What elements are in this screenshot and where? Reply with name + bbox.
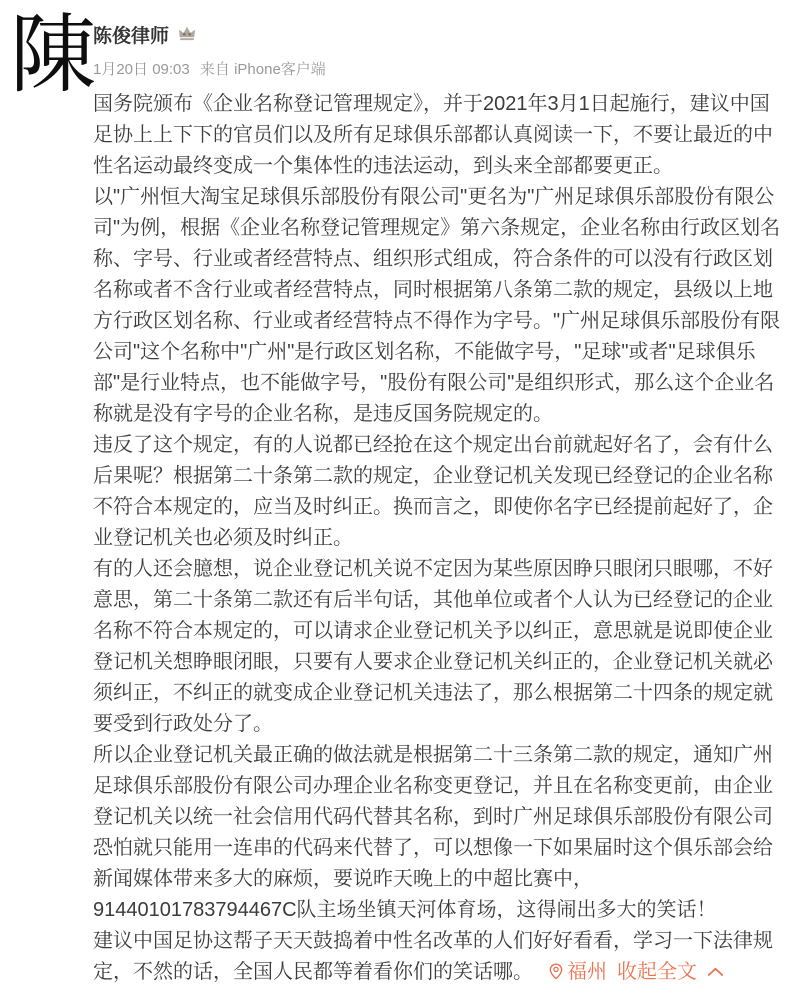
post-paragraph-text: 建议中国足协这帮子天天鼓捣着中性名改革的人们好好看看，学习一下法律规定，不然的话，全国人民都等着看你们的笑话哪。 [93, 930, 773, 983]
name-row [93, 21, 800, 48]
avatar[interactable] [10, 6, 96, 104]
collapse-full-text-link[interactable]: 收起全文 [617, 961, 697, 983]
member-crown-icon [178, 26, 196, 46]
chevron-up-icon[interactable] [707, 967, 724, 977]
post-paragraph: 违反了这个规定，有的人说都已经抢在这个规定出台前就起好名了，会有什么后果呢？根据第二十条第二款的规定，企业登记机关发现已经登记的企业名称不符合本规定的，应当及时纠正。换而言之，即使你名字已经提前起好了，企业登记机关也必须及时纠正。 [93, 434, 773, 549]
post-paragraph [93, 926, 781, 988]
post-footer-links [549, 961, 724, 983]
post-paragraph: 所以企业登记机关最正确的做法就是根据第二十三条第二款的规定，通知广州足球俱乐部股份有限公司办理企业名称变更登记，并且在名称变更前，由企业登记机关以统一社会信用代码代替其名称，到时广州足球俱乐部股份有限公司恐怕就只能用一连串的代码来代替了，可以想像一下如果届时这个俱乐部会给新闻媒体带来多大的麻烦，要说昨天晚上的中超比赛中，91440101783794467C队主场坐镇天河体育场，这得闹出多大的笑话！ [93, 744, 773, 921]
post-paragraph: 国务院颁布《企业名称登记管理规定》，并于2021年3月1日起施行，建议中国足协上上下下的官员们以及所有足球俱乐部都认真阅读一下，不要让最近的中性名运动最终变成一个集体性的违法运动，到头来全部都要更正。 [93, 93, 773, 177]
post-body [93, 89, 781, 988]
timestamp[interactable]: 1月20日 09:03 [93, 61, 190, 78]
post-paragraph: 以"广州恒大淘宝足球俱乐部股份有限公司"更名为"广州足球俱乐部股份有限公司"为例，根据《企业名称登记管理规定》第六条规定，企业名称由行政区划名称、字号、行业或者经营特点、组织形式组成，符合条件的可以没有行政区划名称或者不含行业或者经营特点，同时根据第八条第二款的规定，县级以上地方行政区划名称、行业或者经营特点不得作为字号。"广州足球俱乐部股份有限公司"这个名称中"广州"是行政区划名称，不能做字号，"足球"或者"足球俱乐部"是行业特点，也不能做字号，"股份有限公司"是组织形式，那么这个企业名称就是没有字号的企业名称，是违反国务院规定的。 [93, 186, 781, 425]
post-source[interactable]: 来自 iPhone客户端 [199, 61, 326, 78]
post-meta [93, 58, 800, 79]
location-link[interactable]: 福州 [567, 961, 607, 983]
post-header [93, 0, 800, 79]
location-pin-icon [549, 963, 563, 980]
post-paragraph: 有的人还会臆想，说企业登记机关说不定因为某些原因睁只眼闭只眼哪，不好意思，第二十条第二款还有后半句话，其他单位或者个人认为已经登记的企业名称不符合本规定的，可以请求企业登记机关予以纠正，意思就是说即使企业登记机关想睁眼闭眼，只要有人要求企业登记机关纠正的，企业登记机关就必须纠正，不纠正的就变成企业登记机关违法了，那么根据第二十四条的规定就要受到行政处分了。 [93, 558, 773, 735]
username-link[interactable]: 陈俊律师 [93, 26, 170, 47]
avatar-calligraphy: 陳 [10, 7, 96, 103]
